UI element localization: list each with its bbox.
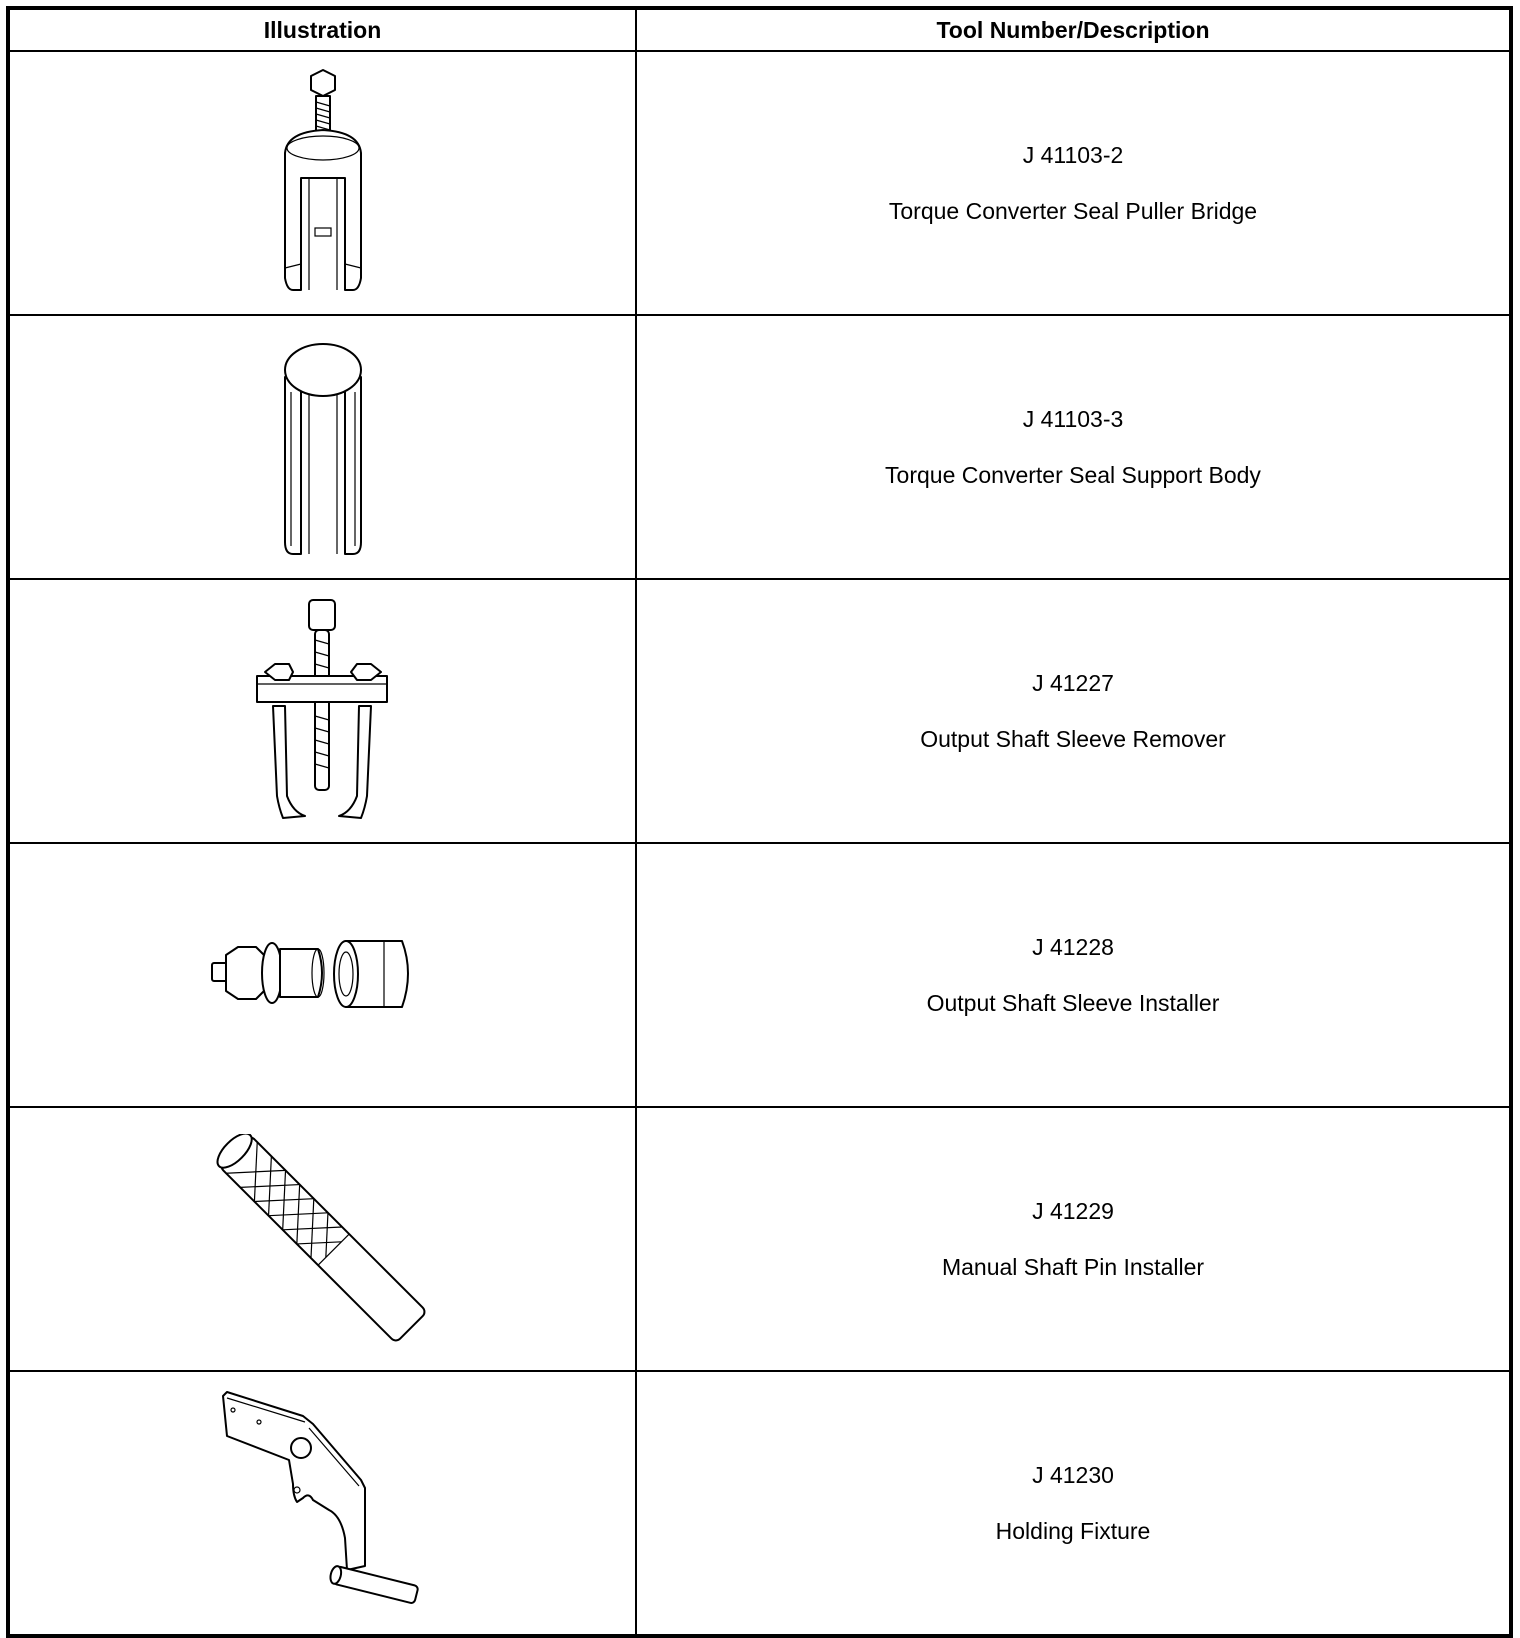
sleeve-installer-icon [208,935,438,1015]
sleeve-remover-icon [253,596,393,826]
table-row [8,51,1511,315]
table-row [8,579,1511,843]
description-cell [636,843,1511,1107]
tool-number: J 41230 [1032,1462,1114,1488]
tool-name: Torque Converter Seal Support Body [885,462,1261,488]
tool-name: Output Shaft Sleeve Remover [920,726,1226,752]
table-row [8,1107,1511,1371]
tool-name: Manual Shaft Pin Installer [941,1254,1205,1280]
table-row [8,1371,1511,1636]
table-row [8,843,1511,1107]
illustration-cell [8,843,636,1107]
tool-number: J 41227 [1032,670,1114,696]
tool-name: Output Shaft Sleeve Installer [926,990,1220,1016]
special-tools-table [6,6,1513,1638]
holding-fixture-icon [213,1388,433,1618]
table-header-row [8,8,1511,51]
description-cell [636,1371,1511,1636]
illustration-cell [8,1107,636,1371]
tool-number: J 41103-2 [1022,142,1124,168]
description-cell [636,51,1511,315]
illustration-cell [8,315,636,579]
tool-number: J 41229 [1032,1198,1114,1224]
illustration-header: Illustration [8,8,636,51]
description-header: Tool Number/Description [636,8,1511,51]
tool-number: J 41228 [1032,934,1114,960]
description-cell [636,579,1511,843]
description-cell [636,1107,1511,1371]
illustration-cell [8,1371,636,1636]
tool-name: Holding Fixture [995,1518,1151,1544]
tool-name: Torque Converter Seal Puller Bridge [888,198,1258,224]
seal-puller-bridge-icon [273,68,373,298]
illustration-cell [8,51,636,315]
description-cell [636,315,1511,579]
table-row [8,315,1511,579]
illustration-cell [8,579,636,843]
tool-number: J 41103-3 [1022,406,1124,432]
pin-installer-icon [208,1134,438,1344]
seal-support-body-icon [273,332,373,562]
